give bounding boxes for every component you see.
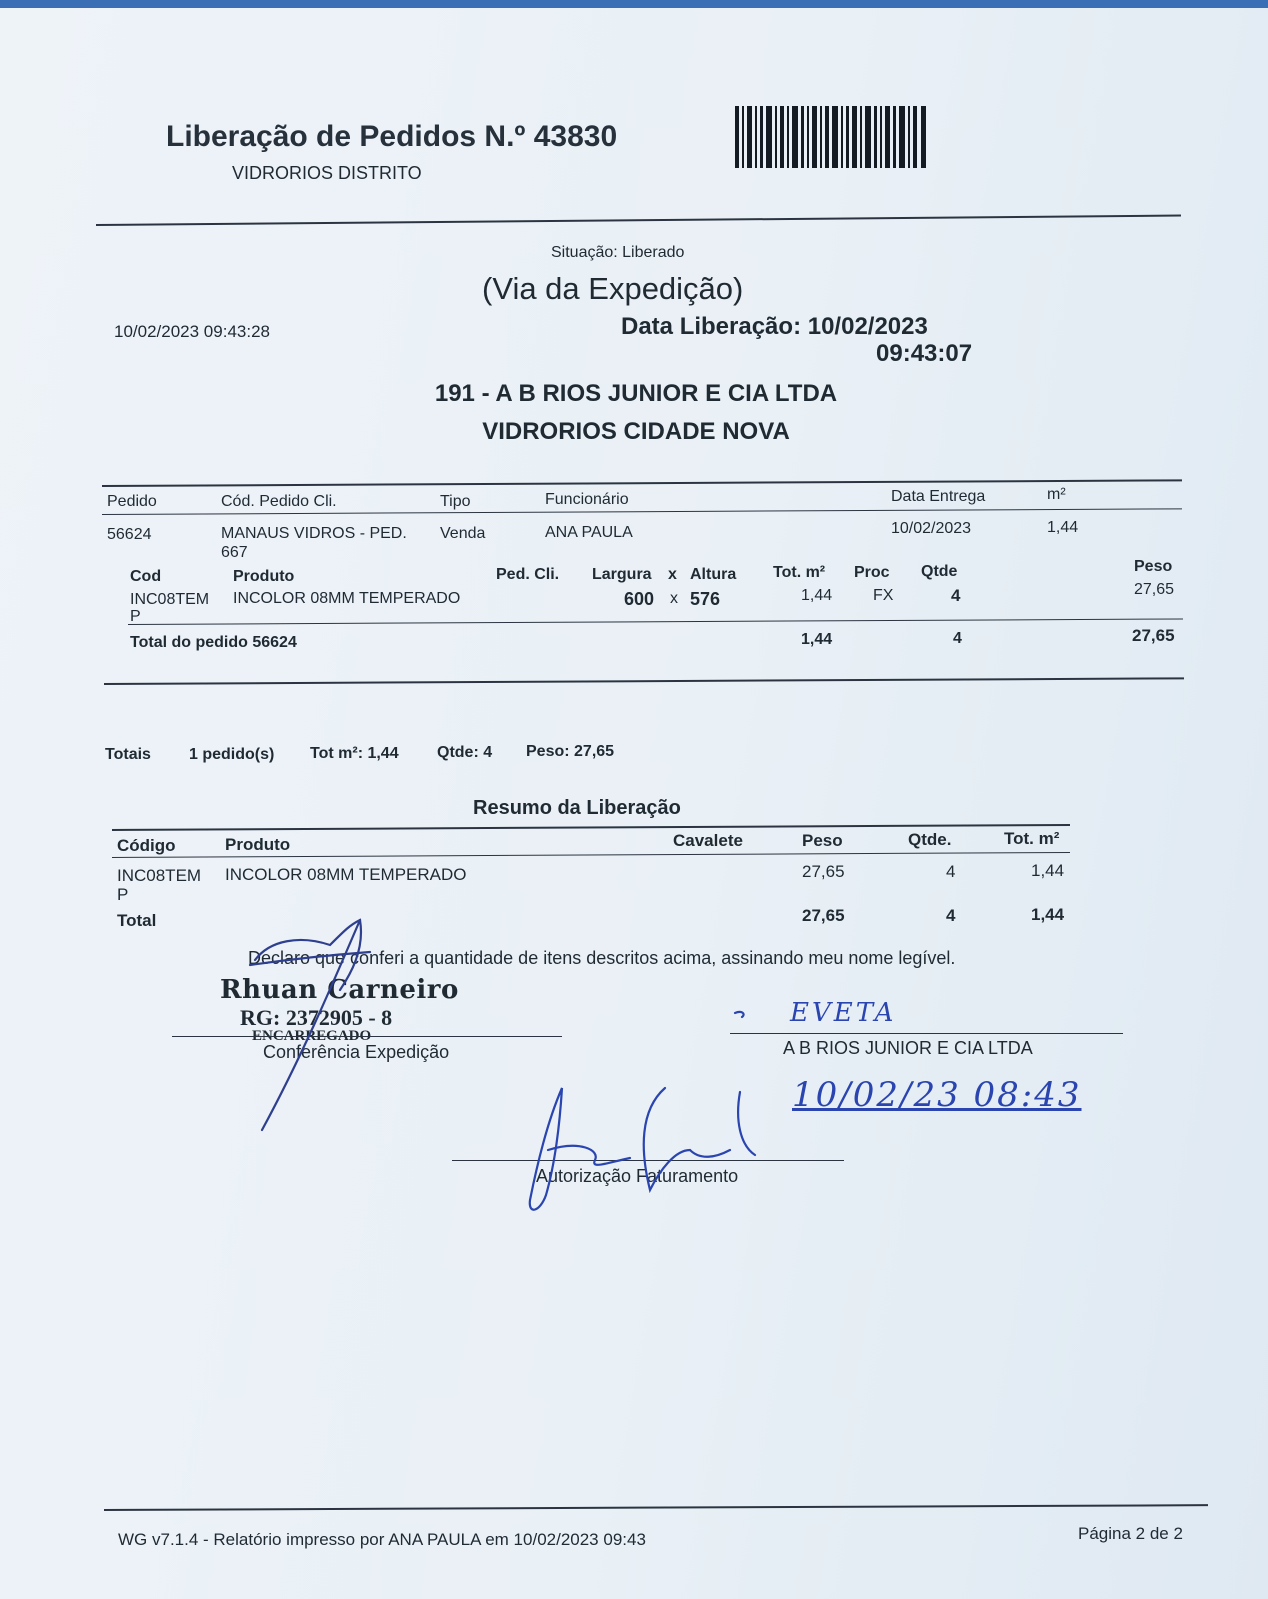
summary-code-2: P: [117, 885, 129, 904]
summary-tot-m2: 1,44: [1031, 861, 1065, 880]
item-code-1: INC08TEM: [130, 591, 210, 608]
item-header-proc: Proc: [854, 564, 890, 581]
item-header-x: x: [668, 566, 677, 583]
client-order-code-2: 667: [221, 544, 248, 561]
order-type: Venda: [440, 525, 486, 542]
summary-code-1: INC08TEM: [117, 866, 202, 885]
employee-name: ANA PAULA: [545, 524, 633, 541]
summary-header-produto: Produto: [225, 835, 291, 854]
item-x: x: [670, 590, 678, 607]
footer-page-number: Página 2 de 2: [1078, 1524, 1183, 1543]
totals-peso: Peso: 27,65: [526, 743, 615, 760]
col-header-funcionario: Funcionário: [545, 491, 629, 508]
status-text: Situação: Liberado: [551, 244, 685, 261]
item-header-ped-cli: Ped. Cli.: [496, 566, 560, 583]
item-header-largura: Largura: [592, 566, 652, 583]
client-handwritten-signature: EVETA: [790, 998, 897, 1028]
conferencia-label: Conferência Expedição: [263, 1042, 450, 1062]
totals-label: Totais: [105, 746, 151, 763]
item-header-cod: Cod: [130, 568, 162, 585]
item-qtde: 4: [951, 586, 961, 605]
totals-orders: 1 pedido(s): [189, 746, 275, 763]
printed-timestamp: 10/02/2023 09:43:28: [114, 322, 270, 341]
item-peso: 27,65: [1134, 581, 1175, 598]
order-total-m2: 1,44: [801, 631, 833, 648]
summary-qtde: 4: [946, 862, 956, 881]
item-product: INCOLOR 08MM TEMPERADO: [233, 590, 461, 607]
handwritten-date: 10/02/23 08:43: [792, 1075, 1082, 1115]
client-company-label: A B RIOS JUNIOR E CIA LTDA: [783, 1038, 1033, 1058]
summary-total-qtde: 4: [946, 906, 956, 925]
order-m2: 1,44: [1047, 519, 1079, 536]
order-number: 56624: [107, 526, 152, 543]
item-proc: FX: [873, 587, 894, 604]
document-title: Liberação de Pedidos N.º 43830: [166, 120, 618, 153]
summary-header-qtde: Qtde.: [908, 830, 952, 849]
summary-header-tot-m2: Tot. m²: [1004, 829, 1060, 848]
item-height: 576: [690, 589, 721, 609]
client-order-code-1: MANAUS VIDROS - PED.: [221, 525, 407, 542]
declaration-text: Declaro que conferi a quantidade de itens descritos acima, assinando meu nome legível.: [248, 948, 956, 968]
item-header-qtde: Qtde: [921, 563, 958, 580]
summary-total-label: Total: [117, 911, 157, 930]
footer-printed-by: WG v7.1.4 - Relatório impresso por ANA PAULA em 10/02/2023 09:43: [118, 1530, 646, 1549]
order-total-peso: 27,65: [1132, 626, 1175, 645]
col-header-tipo: Tipo: [440, 493, 471, 510]
summary-product: INCOLOR 08MM TEMPERADO: [225, 865, 467, 884]
stamp-rg: RG: 2372905 - 8: [240, 1005, 393, 1030]
item-header-peso: Peso: [1134, 558, 1173, 575]
client-name: 191 - A B RIOS JUNIOR E CIA LTDA: [434, 380, 838, 407]
copy-label: (Via da Expedição): [482, 271, 744, 306]
release-date: Data Liberação: 10/02/2023: [621, 313, 928, 340]
item-header-produto: Produto: [233, 568, 295, 585]
order-total-qtde: 4: [953, 630, 962, 647]
totals-qtde: Qtde: 4: [437, 744, 493, 761]
summary-header-cavalete: Cavalete: [673, 831, 743, 850]
item-width: 600: [624, 589, 655, 609]
order-total-label: Total do pedido 56624: [130, 634, 297, 651]
stamp-role: ENCARREGADO: [252, 1028, 372, 1044]
item-header-altura: Altura: [690, 566, 737, 583]
release-time: 09:43:07: [876, 340, 973, 367]
client-store: VIDRORIOS CIDADE NOVA: [482, 418, 790, 445]
col-header-data-entrega: Data Entrega: [891, 488, 986, 505]
delivery-date: 10/02/2023: [891, 520, 972, 537]
item-tot-m2: 1,44: [801, 587, 833, 604]
company-name: VIDRORIOS DISTRITO: [232, 163, 422, 183]
summary-title: Resumo da Liberação: [473, 797, 681, 819]
col-header-cod-pedido-cli: Cód. Pedido Cli.: [221, 493, 337, 510]
summary-peso: 27,65: [802, 862, 845, 881]
col-header-m2: m²: [1047, 486, 1066, 503]
col-header-pedido: Pedido: [107, 493, 157, 510]
summary-total-tot-m2: 1,44: [1031, 905, 1065, 924]
stamp-name: Rhuan Carneiro: [220, 975, 459, 1005]
summary-total-peso: 27,65: [802, 906, 845, 925]
totals-m2: Tot m²: 1,44: [310, 745, 399, 762]
autorizacao-label: Autorização Faturamento: [536, 1166, 739, 1186]
item-header-tot-m2: Tot. m²: [773, 564, 826, 581]
summary-header-peso: Peso: [802, 831, 843, 850]
summary-header-codigo: Código: [117, 836, 176, 855]
item-code-2: P: [130, 608, 141, 625]
